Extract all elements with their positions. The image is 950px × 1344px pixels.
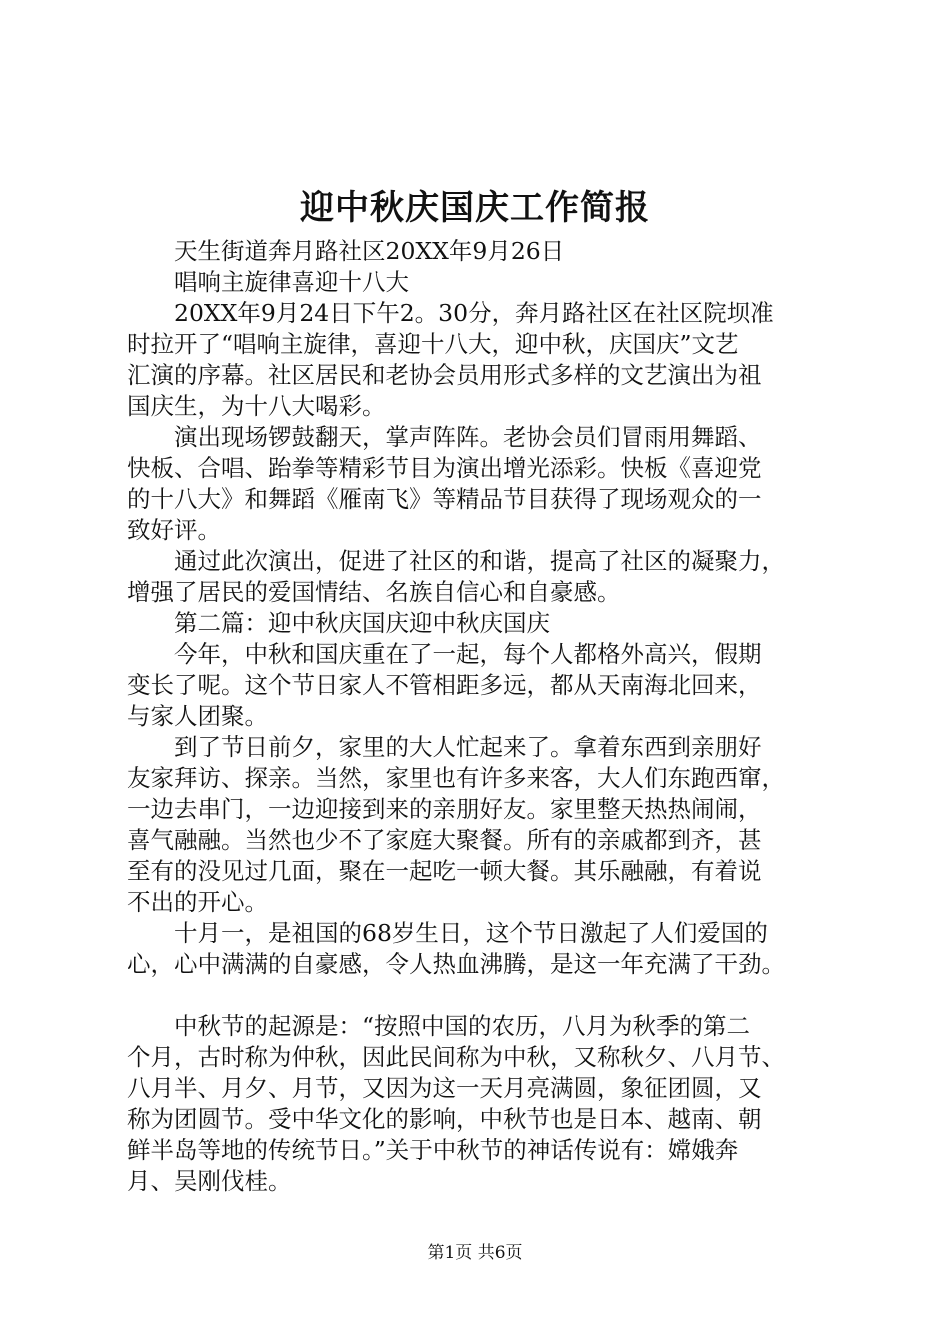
text-line: 的十八大》和舞蹈《雁南飞》等精品节目获得了现场观众的一 — [127, 485, 762, 513]
text-line: 今年，中秋和国庆重在了一起，每个人都格外高兴，假期 — [174, 640, 762, 668]
text-line: 中秋节的起源是：“按照中国的农历，八月为秋季的第二 — [174, 1012, 751, 1040]
text-line: 国庆生，为十八大喝彩。 — [127, 392, 386, 420]
text-line: 通过此次演出，促进了社区的和谐，提高了社区的凝聚力， — [174, 547, 785, 575]
text-line: 一边去串门，一边迎接到来的亲朋好友。家里整天热热闹闹， — [127, 795, 762, 823]
text-line: 十月一，是祖国的68岁生日，这个节日激起了人们爱国的 — [174, 919, 768, 947]
text-line: 友家拜访、探亲。当然，家里也有许多来客，大人们东跑西窜， — [127, 764, 785, 792]
text-line: 与家人团聚。 — [127, 702, 268, 730]
text-line: 个月，古时称为仲秋，因此民间称为中秋，又称秋夕、八月节、 — [127, 1043, 785, 1071]
text-line: 第二篇：迎中秋庆国庆迎中秋庆国庆 — [174, 609, 550, 637]
text-line: 增强了居民的爱国情结、名族自信心和自豪感。 — [127, 578, 621, 606]
text-line: 喜气融融。当然也少不了家庭大聚餐。所有的亲戚都到齐，甚 — [127, 826, 762, 854]
blank-line — [127, 980, 832, 1011]
text-line: 八月半、月夕、月节，又因为这一天月亮满圆，象征团圆，又 — [127, 1074, 762, 1102]
text-line: 时拉开了“唱响主旋律，喜迎十八大，迎中秋，庆国庆”文艺 — [127, 330, 739, 358]
text-line: 至有的没见过几面，聚在一起吃一顿大餐。其乐融融，有着说 — [127, 857, 762, 885]
document-body — [127, 236, 832, 1197]
text-line: 天生街道奔月路社区20XX年9月26日 — [174, 237, 565, 265]
text-line: 月、吴刚伐桂。 — [127, 1167, 292, 1195]
text-line: 不出的开心。 — [127, 888, 268, 916]
text-line: 快板、合唱、跆拳等精彩节目为演出增光添彩。快板《喜迎党 — [127, 454, 762, 482]
text-line: 变长了呢。这个节日家人不管相距多远，都从天南海北回来， — [127, 671, 762, 699]
text-line: 到了节日前夕，家里的大人忙起来了。拿着东西到亲朋好 — [174, 733, 762, 761]
text-line: 唱响主旋律喜迎十八大 — [174, 268, 409, 296]
text-line: 汇演的序幕。社区居民和老协会员用形式多样的文艺演出为祖 — [127, 361, 762, 389]
text-line: 20XX年9月24日下午2。30分，奔月路社区在社区院坝准 — [174, 299, 774, 327]
text-line: 称为团圆节。受中华文化的影响，中秋节也是日本、越南、朝 — [127, 1105, 762, 1133]
document-title: 迎中秋庆国庆工作简报 — [300, 188, 650, 228]
text-line: 致好评。 — [127, 516, 221, 544]
text-line: 鲜半岛等地的传统节日。”关于中秋节的神话传说有：嫦娥奔 — [127, 1136, 739, 1164]
page-number-footer: 第1页 共6页 — [427, 1243, 523, 1263]
text-line: 演出现场锣鼓翻天，掌声阵阵。老协会员们冒雨用舞蹈、 — [174, 423, 762, 451]
text-line: 心，心中满满的自豪感，令人热血沸腾，是这一年充满了干劲。 — [127, 950, 785, 978]
